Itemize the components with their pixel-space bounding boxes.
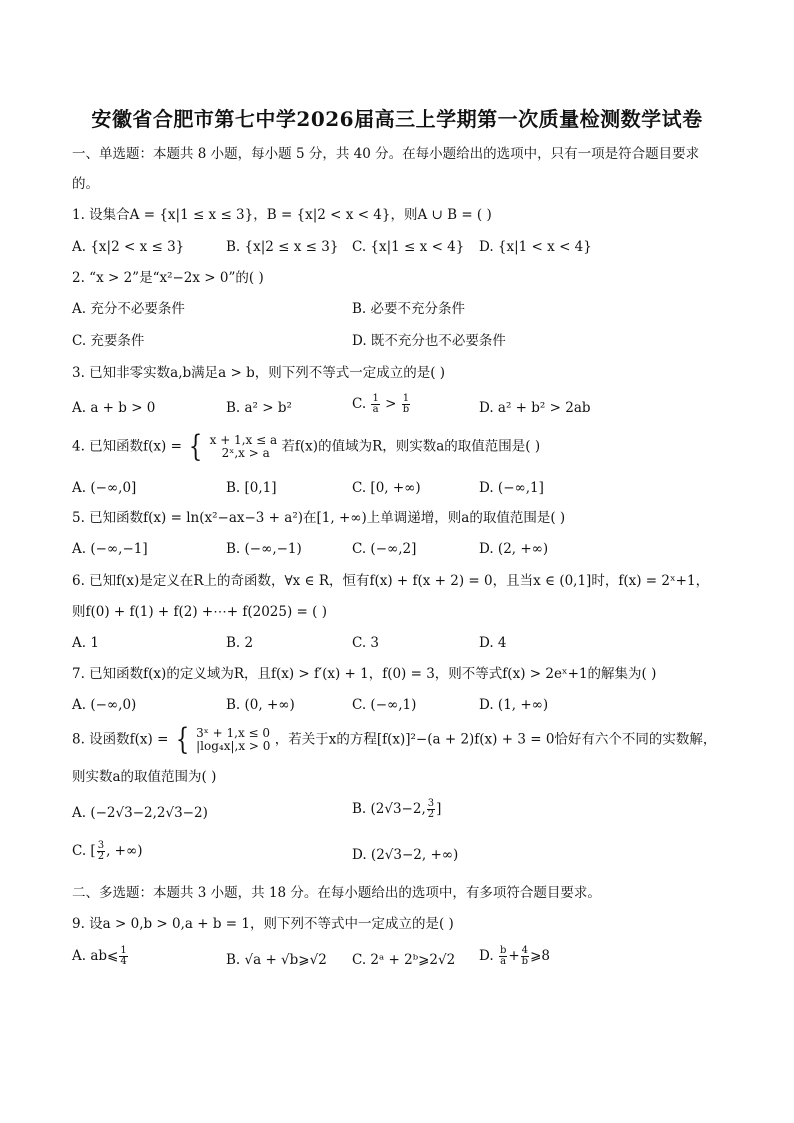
numerator: 1	[372, 393, 379, 404]
denominator: a	[372, 404, 379, 415]
question-7-option-b: B. (0, +∞)	[226, 697, 295, 713]
question-8-option-b	[352, 799, 441, 820]
numerator: 3	[97, 840, 105, 851]
denominator: a	[500, 956, 507, 967]
question-1-stem: 1. 设集合A = {x|1 ≤ x ≤ 3}，B = {x|2 < x < 4}，则A ∪ B = ( )	[72, 207, 492, 223]
fraction	[499, 946, 507, 967]
denominator: 2	[427, 809, 435, 820]
left-brace: {	[189, 429, 203, 464]
question-9-option-b: B. √a + √b⩾√2	[226, 952, 327, 968]
question-7-option-d: D. (1, +∞)	[479, 697, 549, 713]
question-2-option-b: B. 必要不充分条件	[352, 301, 466, 317]
question-7-option-a: A. (−∞,0)	[72, 697, 137, 713]
operator: +	[508, 948, 520, 964]
section-2-heading: 二、多选题：本题共 3 小题，共 18 分。在每小题给出的选项中，有多项符合题目要求。	[72, 885, 601, 901]
question-2-stem: 2. “x > 2”是“x²−2x > 0”的( )	[72, 270, 264, 286]
question-6-stem: 6. 已知f(x)是定义在R上的奇函数，∀x ∈ R，恒有f(x) + f(x + 2) = 0，且当x ∈ (0,1]时，f(x) = 2ˣ+1，	[72, 573, 710, 589]
denominator: 2	[97, 851, 105, 862]
question-1-option-a: A. {x|2 < x ≤ 3}	[72, 239, 185, 255]
fraction	[97, 841, 105, 862]
numerator: 1	[120, 945, 127, 956]
question-4-option-b: B. [0,1]	[226, 480, 277, 496]
question-6-option-d: D. 4	[479, 635, 507, 651]
case-2: 2ˣ,x > a	[221, 446, 270, 460]
question-4-stem	[72, 429, 541, 464]
question-4-prefix: 4. 已知函数f(x) =	[72, 438, 182, 455]
case-1: 3ˣ + 1,x ≤ 0	[196, 726, 271, 740]
question-9-option-a	[72, 946, 129, 967]
question-4-option-c: C. [0, +∞)	[352, 480, 421, 496]
question-6-option-b: B. 2	[226, 635, 254, 651]
question-5-option-d: D. (2, +∞)	[479, 541, 549, 557]
question-5-option-a: A. (−∞,−1]	[72, 541, 148, 557]
question-1-option-b: B. {x|2 ≤ x ≤ 3}	[226, 239, 339, 255]
denominator: 4	[120, 956, 127, 967]
numerator: b	[499, 945, 507, 956]
option-text: C. [	[72, 843, 96, 859]
question-8-prefix: 8. 设函数f(x) =	[72, 731, 169, 748]
question-5-option-c: C. (−∞,2]	[352, 541, 417, 557]
fraction	[402, 394, 410, 415]
fraction	[119, 946, 127, 967]
option-label: D.	[479, 948, 494, 964]
question-3-stem: 3. 已知非零实数a,b满足a > b，则下列不等式一定成立的是( )	[72, 365, 446, 381]
numerator: 1	[402, 393, 410, 404]
question-8-option-c	[72, 841, 143, 862]
question-3-option-a: A. a + b > 0	[72, 400, 156, 416]
denominator: b	[402, 404, 410, 415]
piecewise-cases	[196, 727, 270, 753]
question-2-option-c: C. 充要条件	[72, 333, 145, 349]
question-3-option-d: D. a² + b² > 2ab	[479, 400, 591, 416]
question-4-suffix: 若f(x)的值域为R，则实数a的取值范围是( )	[281, 438, 541, 455]
question-9-stem: 9. 设a > 0,b > 0,a + b = 1，则下列不等式中一定成立的是( )	[72, 916, 454, 932]
option-text: A. ab⩽	[72, 948, 119, 964]
question-8-suffix: ，若关于x的方程[f(x)]²−(a + 2)f(x) + 3 = 0恰好有六个不同的实数解，	[274, 731, 717, 748]
section-1-heading: 一、单选题：本题共 8 小题，每小题 5 分，共 40 分。在每小题给出的选项中，只有一项是符合题目要求	[72, 146, 700, 162]
operator: >	[385, 396, 397, 412]
question-6-option-a: A. 1	[72, 635, 99, 651]
option-label: C.	[352, 396, 367, 412]
page-title: 安徽省合肥市第七中学2026届高三上学期第一次质量检测数学试卷	[91, 107, 703, 131]
case-2: |log₄x|,x > 0	[196, 739, 271, 753]
case-1: x + 1,x ≤ a	[209, 433, 278, 447]
question-5-stem: 5. 已知函数f(x) = ln(x²−ax−3 + a²)在[1, +∞)上单调递增，则a的取值范围是( )	[72, 510, 566, 526]
question-9-option-d	[479, 946, 550, 967]
question-7-stem: 7. 已知函数f(x)的定义域为R，且f(x) > f′(x) + 1，f(0) = 3，则不等式f(x) > 2eˣ+1的解集为( )	[72, 666, 657, 682]
question-2-option-a: A. 充分不必要条件	[72, 301, 185, 317]
option-text: ⩾8	[530, 948, 550, 964]
option-text: , +∞)	[106, 843, 143, 859]
question-4-option-a: A. (−∞,0]	[72, 480, 137, 496]
option-text: ]	[436, 801, 442, 817]
question-6-option-c: C. 3	[352, 635, 380, 651]
question-8-stem-cont: 则实数a的取值范围为( )	[72, 769, 217, 785]
question-8-option-d: D. (2√3−2, +∞)	[352, 847, 459, 863]
question-5-option-b: B. (−∞,−1)	[226, 541, 302, 557]
numerator: 4	[521, 945, 529, 956]
fraction	[371, 394, 379, 415]
fraction	[521, 946, 529, 967]
question-3-option-b: B. a² > b²	[226, 400, 292, 416]
question-8-stem	[72, 722, 717, 757]
question-1-option-d: D. {x|1 < x < 4}	[479, 239, 592, 255]
question-4-option-d: D. (−∞,1]	[479, 480, 544, 496]
question-7-option-c: C. (−∞,1)	[352, 697, 417, 713]
question-9-option-c: C. 2ᵃ + 2ᵇ⩾2√2	[352, 952, 456, 968]
fraction	[427, 799, 435, 820]
numerator: 3	[427, 798, 435, 809]
question-6-stem-cont: 则f(0) + f(1) + f(2) +⋯+ f(2025) = ( )	[72, 604, 327, 620]
piecewise-cases	[210, 434, 278, 460]
option-text: B. (2√3−2,	[352, 801, 426, 817]
question-1-option-c: C. {x|1 ≤ x < 4}	[352, 239, 465, 255]
question-8-option-a: A. (−2√3−2,2√3−2)	[72, 805, 208, 821]
left-brace: {	[175, 722, 189, 757]
section-1-heading-cont: 的。	[72, 176, 99, 192]
question-2-option-d: D. 既不充分也不必要条件	[352, 333, 506, 349]
denominator: b	[521, 956, 529, 967]
question-3-option-c	[352, 394, 411, 415]
